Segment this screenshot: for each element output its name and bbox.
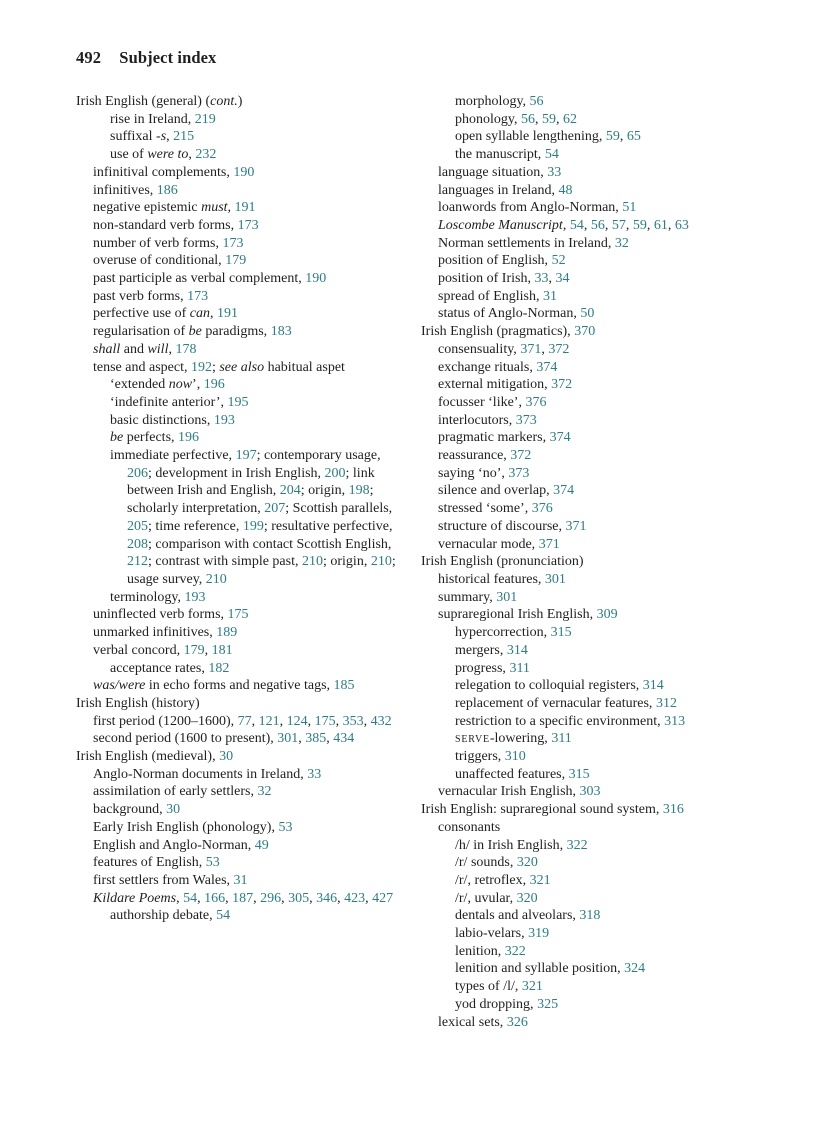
- index-entry: terminology, 193: [110, 589, 206, 605]
- page-reference[interactable]: 314: [642, 678, 664, 694]
- index-entry: status of Anglo-Norman, 50: [438, 306, 595, 322]
- page-reference[interactable]: 49: [254, 837, 269, 853]
- page-reference[interactable]: 374: [549, 430, 571, 446]
- page-reference[interactable]: 353: [342, 713, 364, 729]
- index-entry: vernacular mode, 371: [438, 536, 560, 552]
- index-entry: Irish English (history): [76, 695, 200, 711]
- index-entry: second period (1600 to present), 301, 385, 434: [93, 731, 355, 747]
- index-entry: lenition, 322: [455, 943, 526, 959]
- index-entry: silence and overlap, 374: [438, 483, 575, 499]
- page-reference[interactable]: 32: [257, 784, 272, 800]
- index-entry: number of verb forms, 173: [93, 235, 244, 251]
- index-entry: /h/ in Irish English, 322: [455, 837, 588, 853]
- page-reference[interactable]: 50: [580, 306, 595, 322]
- page-reference[interactable]: 189: [216, 625, 238, 641]
- page-reference[interactable]: 371: [565, 518, 587, 534]
- page-reference[interactable]: 309: [596, 607, 618, 623]
- page-reference[interactable]: 210: [370, 554, 392, 570]
- index-entry: verbal concord, 179, 181: [93, 642, 233, 658]
- page-reference[interactable]: 318: [579, 908, 601, 924]
- page-reference[interactable]: 187: [232, 890, 254, 906]
- page-reference[interactable]: 61: [653, 217, 668, 233]
- page-reference[interactable]: 52: [551, 253, 566, 269]
- page-reference[interactable]: 322: [566, 837, 588, 853]
- index-entry: stressed ‘some’, 376: [438, 501, 553, 517]
- page-reference[interactable]: 59: [632, 217, 647, 233]
- index-entry: labio-velars, 319: [455, 926, 550, 942]
- page-reference[interactable]: 178: [175, 341, 197, 357]
- index-entry: reassurance, 372: [438, 448, 532, 464]
- page-reference[interactable]: 173: [237, 217, 259, 233]
- page-reference[interactable]: 321: [529, 872, 551, 888]
- page-reference[interactable]: 320: [516, 855, 538, 871]
- page-reference[interactable]: 372: [551, 377, 573, 393]
- running-header: [76, 48, 216, 68]
- index-entry: loanwords from Anglo-Norman, 51: [438, 200, 637, 216]
- page-reference[interactable]: 376: [531, 501, 553, 517]
- page-number: 492: [76, 48, 102, 67]
- index-entry: Irish English (medieval), 30: [76, 749, 234, 765]
- page-reference[interactable]: 59: [541, 111, 556, 127]
- index-entry: infinitival complements, 190: [93, 164, 255, 180]
- index-entry: consensuality, 371, 372: [438, 341, 570, 357]
- index-entry: Irish English (general) (cont.): [76, 94, 243, 109]
- index-entry: be perfects, 196: [110, 430, 200, 446]
- page-reference[interactable]: 325: [537, 996, 559, 1012]
- index-entry: Early Irish English (phonology), 53: [93, 819, 293, 835]
- index-entry: acceptance rates, 182: [110, 660, 230, 676]
- page-reference[interactable]: 326: [506, 1014, 528, 1030]
- page-reference[interactable]: 206: [127, 465, 148, 481]
- index-entry: suffixal -s, 215: [110, 129, 195, 145]
- index-entry: /r/, uvular, 320: [455, 890, 538, 906]
- page-reference[interactable]: 124: [286, 713, 308, 729]
- page-reference[interactable]: 63: [674, 217, 689, 233]
- index-entry: replacement of vernacular features, 312: [455, 695, 677, 711]
- index-entry: spread of English, 31: [438, 288, 557, 304]
- page-reference[interactable]: 196: [178, 430, 200, 446]
- page-reference[interactable]: 59: [605, 129, 620, 145]
- index-entry: mergers, 314: [455, 642, 528, 658]
- page-reference[interactable]: 54: [216, 908, 231, 924]
- index-entry: Norman settlements in Ireland, 32: [438, 235, 629, 251]
- index-entry: yod dropping, 325: [455, 996, 559, 1012]
- page-reference[interactable]: 314: [506, 642, 528, 658]
- page-reference[interactable]: 48: [558, 182, 573, 198]
- index-entry: perfective use of can, 191: [93, 306, 239, 322]
- index-entry: basic distinctions, 193: [110, 412, 235, 428]
- index-entry: Irish English (pragmatics), 370: [421, 324, 596, 340]
- page-reference[interactable]: 370: [574, 324, 596, 340]
- index-entry: Irish English (pronunciation): [421, 554, 584, 570]
- page-reference[interactable]: 301: [544, 571, 566, 587]
- page-reference[interactable]: 311: [509, 660, 530, 676]
- index-entry: position of English, 52: [438, 253, 566, 269]
- page-reference[interactable]: 182: [208, 660, 230, 676]
- index-entry: ‘indefinite anterior’, 195: [110, 394, 249, 410]
- index-entry: Irish English: supraregional sound system, 316: [421, 802, 684, 818]
- index-column-left: [76, 93, 406, 925]
- page-reference[interactable]: 232: [195, 147, 217, 163]
- page-reference[interactable]: 324: [624, 961, 646, 977]
- index-entry: past participle as verbal complement, 190: [93, 271, 327, 287]
- page-reference[interactable]: 31: [233, 872, 248, 888]
- page-reference[interactable]: 310: [504, 749, 526, 765]
- index-entry: interlocutors, 373: [438, 412, 537, 428]
- index-entry: morphology, 56: [455, 94, 544, 109]
- page-reference[interactable]: 210: [301, 554, 323, 570]
- page-reference[interactable]: 316: [662, 802, 684, 818]
- page-reference[interactable]: 373: [515, 412, 537, 428]
- index-entry: external mitigation, 372: [438, 377, 573, 393]
- page-reference[interactable]: 296: [260, 890, 282, 906]
- page-reference[interactable]: 186: [156, 182, 178, 198]
- index-entry: serve-lowering, 311: [455, 731, 572, 747]
- index-entry: lenition and syllable position, 324: [455, 961, 646, 977]
- page-reference[interactable]: 175: [227, 607, 249, 623]
- page-reference[interactable]: 200: [324, 465, 346, 481]
- index-entry: historical features, 301: [438, 571, 566, 587]
- page-title: Subject index: [119, 48, 217, 67]
- page-reference[interactable]: 56: [590, 217, 605, 233]
- page-reference[interactable]: 432: [370, 713, 392, 729]
- index-entry: tense and aspect, 192; see also habitual aspet: [93, 359, 345, 375]
- page-reference[interactable]: 30: [219, 749, 234, 765]
- index-entry: ‘extended now’, 196: [110, 377, 225, 393]
- page-reference[interactable]: 62: [562, 111, 577, 127]
- index-entry: structure of discourse, 371: [438, 518, 587, 534]
- page-reference[interactable]: 210: [205, 571, 227, 587]
- index-entry: immediate perfective, 197; contemporary usage, 206; development in Irish English, 200; link between Irish and English, 204; origin, 198; scholarly interpretation, 207; Scottish parallels, 205; time reference, 199; resultative perfective, 208; comparison with contact Scottish English, 212; contrast with simple past, 210; origin, 210; usage survey, 210: [110, 448, 396, 587]
- page-reference[interactable]: 54: [544, 147, 559, 163]
- index-entry: authorship debate, 54: [110, 908, 231, 924]
- page-reference[interactable]: 322: [504, 943, 526, 959]
- page-reference[interactable]: 53: [205, 855, 220, 871]
- page-reference[interactable]: 175: [314, 713, 336, 729]
- page-reference[interactable]: 190: [305, 271, 327, 287]
- index-entry: negative epistemic must, 191: [93, 200, 256, 216]
- page-reference[interactable]: 434: [333, 731, 355, 747]
- page-reference[interactable]: 305: [288, 890, 310, 906]
- page-reference[interactable]: 190: [233, 164, 255, 180]
- page-reference[interactable]: 215: [173, 129, 195, 145]
- page-reference[interactable]: 54: [569, 217, 584, 233]
- page-reference[interactable]: 219: [194, 111, 216, 127]
- index-entry: supraregional Irish English, 309: [438, 607, 618, 623]
- page-reference[interactable]: 32: [614, 235, 629, 251]
- index-entry: position of Irish, 33, 34: [438, 271, 570, 287]
- index-entry: first settlers from Wales, 31: [93, 872, 248, 888]
- page-reference[interactable]: 423: [344, 890, 366, 906]
- page-reference[interactable]: 315: [568, 766, 590, 782]
- index-entry: past verb forms, 173: [93, 288, 209, 304]
- index-entry: first period (1200–1600), 77, 121, 124, 175, 353, 432: [93, 713, 392, 729]
- index-entry: vernacular Irish English, 303: [438, 784, 601, 800]
- page-reference[interactable]: 371: [520, 341, 542, 357]
- page-reference[interactable]: 185: [333, 678, 355, 694]
- page-reference[interactable]: 33: [534, 271, 549, 287]
- page-reference[interactable]: 56: [520, 111, 535, 127]
- page-reference[interactable]: 207: [264, 501, 286, 517]
- index-entry: shall and will, 178: [93, 341, 197, 357]
- index-entry: English and Anglo-Norman, 49: [93, 837, 269, 853]
- page-reference[interactable]: 204: [279, 483, 301, 499]
- page-reference[interactable]: 301: [496, 589, 518, 605]
- page-reference[interactable]: 53: [278, 819, 293, 835]
- index-entry: was/were in echo forms and negative tags, 185: [93, 678, 355, 694]
- index-entry: restriction to a specific environment, 313: [455, 713, 686, 729]
- index-entry: assimilation of early settlers, 32: [93, 784, 272, 800]
- page-reference[interactable]: 205: [127, 518, 148, 534]
- page-reference[interactable]: 51: [622, 200, 637, 216]
- page-reference[interactable]: 197: [235, 448, 257, 464]
- index-entry: language situation, 33: [438, 164, 562, 180]
- index-entry: unmarked infinitives, 189: [93, 625, 238, 641]
- index-entry: relegation to colloquial registers, 314: [455, 678, 664, 694]
- index-entry: Anglo-Norman documents in Ireland, 33: [93, 766, 322, 782]
- index-entry: Loscombe Manuscript, 54, 56, 57, 59, 61, 63: [438, 217, 689, 233]
- page-reference[interactable]: 303: [579, 784, 601, 800]
- page-reference[interactable]: 196: [203, 377, 225, 393]
- index-entry: rise in Ireland, 219: [110, 111, 216, 127]
- index-entry: the manuscript, 54: [455, 147, 559, 163]
- index-entry: infinitives, 186: [93, 182, 178, 198]
- page-reference[interactable]: 33: [547, 164, 562, 180]
- page-reference[interactable]: 173: [222, 235, 244, 251]
- page-reference[interactable]: 372: [548, 341, 570, 357]
- index-entry: languages in Ireland, 48: [438, 182, 573, 198]
- page-reference[interactable]: 57: [611, 217, 626, 233]
- index-entry: regularisation of be paradigms, 183: [93, 324, 292, 340]
- index-entry: phonology, 56, 59, 62: [455, 111, 577, 127]
- page-reference[interactable]: 179: [183, 642, 205, 658]
- index-entry: /r/ sounds, 320: [455, 855, 538, 871]
- page-reference[interactable]: 31: [542, 288, 557, 304]
- page-reference[interactable]: 198: [348, 483, 370, 499]
- page-reference[interactable]: 374: [536, 359, 558, 375]
- page-reference[interactable]: 181: [211, 642, 233, 658]
- page-reference[interactable]: 427: [372, 890, 394, 906]
- page-reference[interactable]: 30: [166, 802, 181, 818]
- page-reference[interactable]: 179: [225, 253, 247, 269]
- page-reference[interactable]: 195: [227, 394, 249, 410]
- page-reference[interactable]: 376: [525, 394, 547, 410]
- page-reference[interactable]: 121: [258, 713, 280, 729]
- page-reference[interactable]: 212: [127, 554, 148, 570]
- page-reference[interactable]: 301: [277, 731, 299, 747]
- index-entry: hypercorrection, 315: [455, 625, 572, 641]
- page-reference[interactable]: 385: [305, 731, 327, 747]
- page-reference[interactable]: 346: [316, 890, 338, 906]
- page-reference[interactable]: 56: [529, 94, 544, 109]
- index-entry: overuse of conditional, 179: [93, 253, 247, 269]
- page-reference[interactable]: 321: [521, 979, 543, 995]
- page-reference[interactable]: 191: [234, 200, 256, 216]
- page-reference[interactable]: 311: [551, 731, 572, 747]
- index-entry: background, 30: [93, 802, 181, 818]
- index-entry: triggers, 310: [455, 749, 526, 765]
- page-reference[interactable]: 33: [307, 766, 322, 782]
- index-entry: summary, 301: [438, 589, 518, 605]
- index-entry: lexical sets, 326: [438, 1014, 528, 1030]
- page-reference[interactable]: 54: [183, 890, 198, 906]
- index-entry: features of English, 53: [93, 855, 220, 871]
- page-reference[interactable]: 166: [204, 890, 226, 906]
- index-entry: uninflected verb forms, 175: [93, 607, 249, 623]
- page-reference[interactable]: 193: [184, 589, 206, 605]
- index-entry: use of were to, 232: [110, 147, 217, 163]
- page-reference[interactable]: 372: [510, 448, 532, 464]
- index-entry: pragmatic markers, 374: [438, 430, 571, 446]
- index-entry: exchange rituals, 374: [438, 359, 558, 375]
- page-reference[interactable]: 208: [127, 536, 148, 552]
- index-entry: open syllable lengthening, 59, 65: [455, 129, 641, 145]
- index-entry: consonants: [438, 819, 501, 835]
- page-reference[interactable]: 319: [528, 926, 550, 942]
- index-entry: unaffected features, 315: [455, 766, 590, 782]
- page-reference[interactable]: 173: [187, 288, 209, 304]
- index-entry: progress, 311: [455, 660, 530, 676]
- index-entry: types of /l/, 321: [455, 979, 543, 995]
- index-entry: focusser ‘like’, 376: [438, 394, 547, 410]
- page-reference[interactable]: 374: [553, 483, 575, 499]
- index-entry: dentals and alveolars, 318: [455, 908, 601, 924]
- page-reference[interactable]: 312: [655, 695, 677, 711]
- page-reference[interactable]: 77: [237, 713, 252, 729]
- page-reference[interactable]: 34: [555, 271, 570, 287]
- index-column-right: [421, 93, 761, 1031]
- page-reference[interactable]: 373: [508, 465, 530, 481]
- page-reference[interactable]: 191: [217, 306, 239, 322]
- page-reference[interactable]: 193: [213, 412, 235, 428]
- page-reference[interactable]: 320: [516, 890, 538, 906]
- page-reference[interactable]: 65: [626, 129, 641, 145]
- index-entry: saying ‘no’, 373: [438, 465, 530, 481]
- page-reference[interactable]: 183: [270, 324, 292, 340]
- page-reference[interactable]: 315: [550, 625, 572, 641]
- index-entry: Kildare Poems, 54, 166, 187, 296, 305, 346, 423, 427: [93, 890, 394, 906]
- page-reference[interactable]: 371: [538, 536, 560, 552]
- page-reference[interactable]: 199: [242, 518, 264, 534]
- index-entry: /r/, retroflex, 321: [455, 872, 551, 888]
- page-reference[interactable]: 313: [664, 713, 686, 729]
- index-entry: non-standard verb forms, 173: [93, 217, 259, 233]
- page-reference[interactable]: 192: [190, 359, 212, 375]
